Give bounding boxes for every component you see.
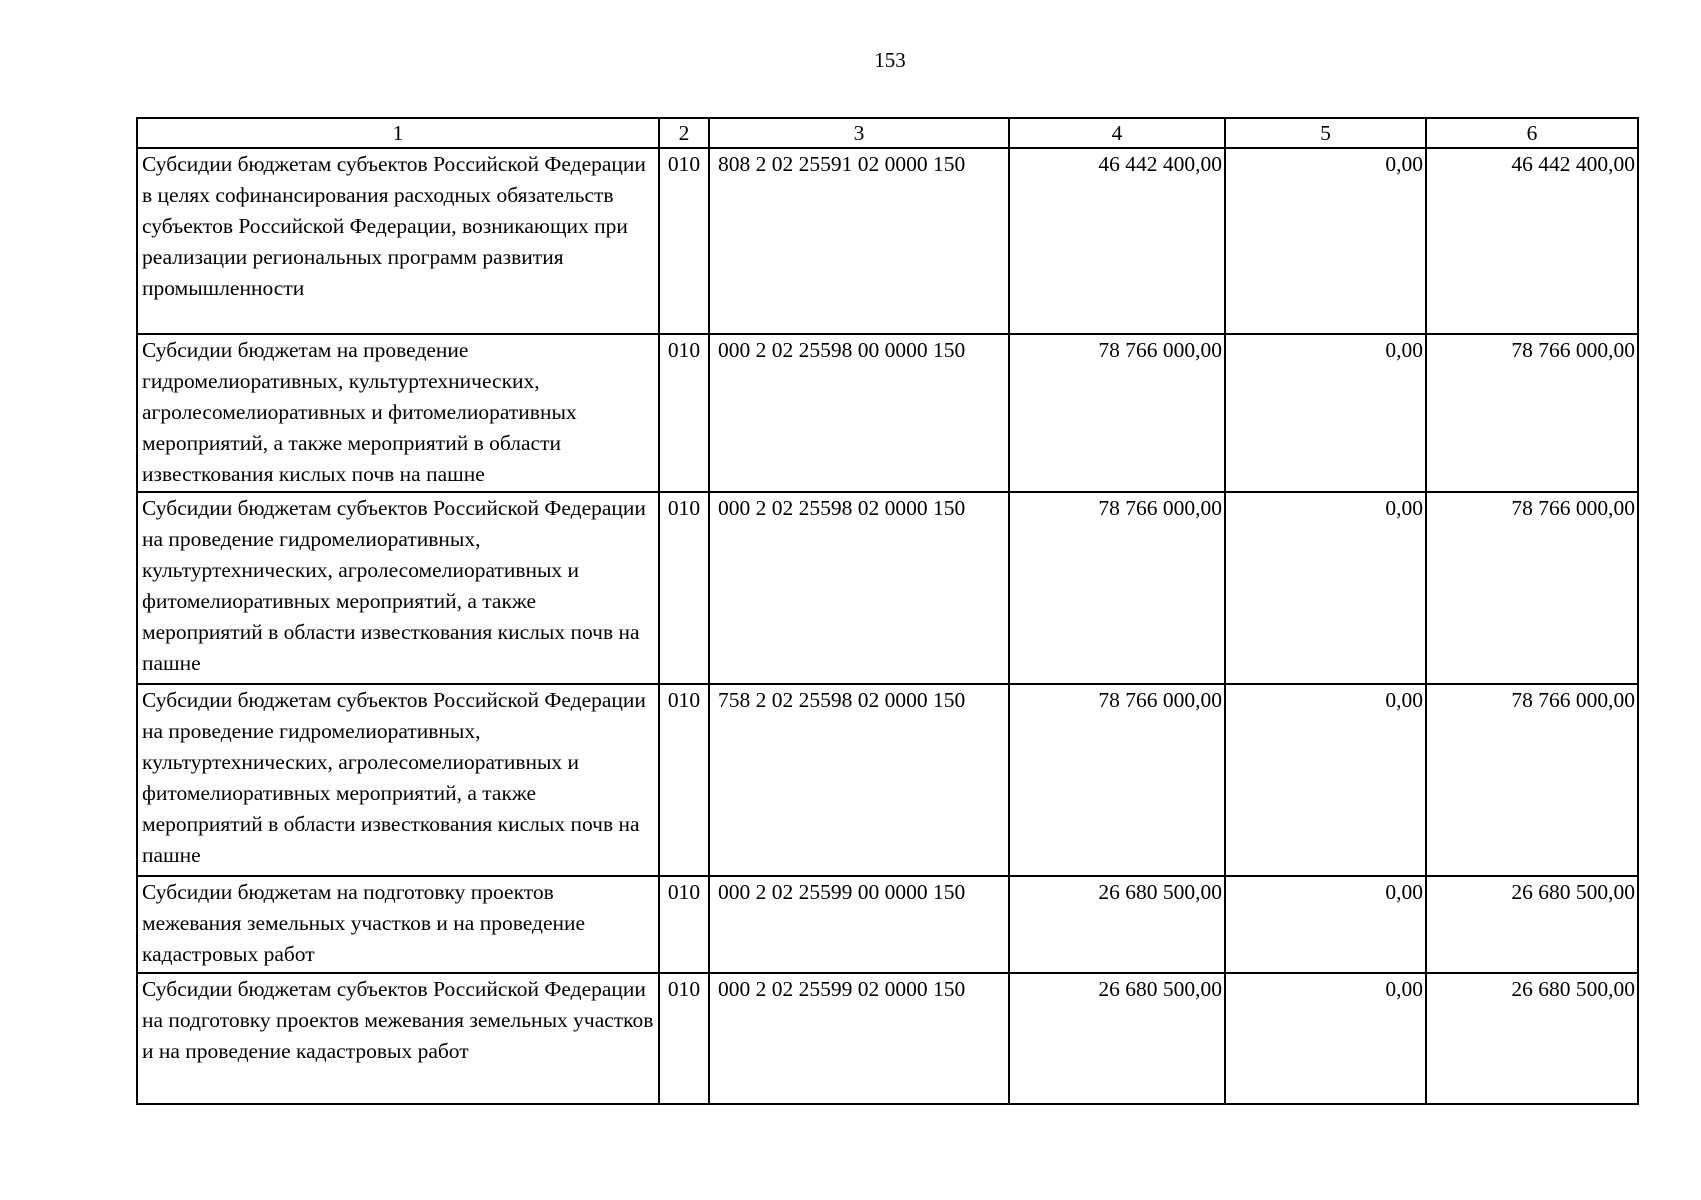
row-code: 010	[659, 492, 709, 684]
row-value-6: 78 766 000,00	[1426, 334, 1638, 492]
column-header-2: 2	[659, 118, 709, 148]
column-header-1: 1	[137, 118, 659, 148]
row-value-6: 26 680 500,00	[1426, 973, 1638, 1104]
row-kbk: 808 2 02 25591 02 0000 150	[709, 148, 1009, 334]
table-row	[137, 492, 1638, 684]
row-value-4: 78 766 000,00	[1009, 334, 1225, 492]
row-code: 010	[659, 876, 709, 973]
budget-table	[136, 117, 1639, 1105]
row-value-5: 0,00	[1225, 492, 1426, 684]
row-value-5: 0,00	[1225, 684, 1426, 876]
row-name: Субсидии бюджетам на проведение гидромелиоративных, культуртехнических, агролесомелиоративных и фитомелиоративных мероприятий, а также мероприятий в области известкования кислых почв на пашне	[137, 334, 659, 492]
row-value-4: 26 680 500,00	[1009, 973, 1225, 1104]
row-name: Субсидии бюджетам субъектов Российской Федерации на проведение гидромелиоративных, культуртехнических, агролесомелиоративных и фитомелиоративных мероприятий, а также мероприятий в области известкования кислых почв на пашне	[137, 684, 659, 876]
row-code: 010	[659, 334, 709, 492]
row-value-4: 26 680 500,00	[1009, 876, 1225, 973]
row-kbk: 000 2 02 25598 02 0000 150	[709, 492, 1009, 684]
row-value-4: 78 766 000,00	[1009, 684, 1225, 876]
row-value-5: 0,00	[1225, 334, 1426, 492]
row-value-4: 46 442 400,00	[1009, 148, 1225, 334]
row-value-6: 26 680 500,00	[1426, 876, 1638, 973]
row-value-6: 46 442 400,00	[1426, 148, 1638, 334]
table-row	[137, 876, 1638, 973]
table-row	[137, 973, 1638, 1104]
row-value-5: 0,00	[1225, 876, 1426, 973]
column-header-3: 3	[709, 118, 1009, 148]
row-kbk: 758 2 02 25598 02 0000 150	[709, 684, 1009, 876]
table-row	[137, 148, 1638, 334]
column-header-5: 5	[1225, 118, 1426, 148]
row-value-4: 78 766 000,00	[1009, 492, 1225, 684]
row-name: Субсидии бюджетам субъектов Российской Федерации на проведение гидромелиоративных, культуртехнических, агролесомелиоративных и фитомелиоративных мероприятий, а также мероприятий в области известкования кислых почв на пашне	[137, 492, 659, 684]
row-value-5: 0,00	[1225, 148, 1426, 334]
row-name: Субсидии бюджетам на подготовку проектов межевания земельных участков и на проведение кадастровых работ	[137, 876, 659, 973]
row-code: 010	[659, 148, 709, 334]
row-name: Субсидии бюджетам субъектов Российской Федерации на подготовку проектов межевания земельных участков и на проведение кадастровых работ	[137, 973, 659, 1104]
row-value-6: 78 766 000,00	[1426, 492, 1638, 684]
row-value-5: 0,00	[1225, 973, 1426, 1104]
row-code: 010	[659, 684, 709, 876]
row-kbk: 000 2 02 25599 02 0000 150	[709, 973, 1009, 1104]
row-kbk: 000 2 02 25598 00 0000 150	[709, 334, 1009, 492]
table-row	[137, 684, 1638, 876]
table-row	[137, 334, 1638, 492]
row-code: 010	[659, 973, 709, 1104]
column-header-4: 4	[1009, 118, 1225, 148]
row-kbk: 000 2 02 25599 00 0000 150	[709, 876, 1009, 973]
page-number: 153	[874, 48, 906, 72]
column-header-6: 6	[1426, 118, 1638, 148]
row-value-6: 78 766 000,00	[1426, 684, 1638, 876]
header-row	[137, 118, 1638, 148]
row-name: Субсидии бюджетам субъектов Российской Федерации в целях софинансирования расходных обязательств субъектов Российской Федерации, возникающих при реализации региональных программ развития промышленности	[137, 148, 659, 334]
